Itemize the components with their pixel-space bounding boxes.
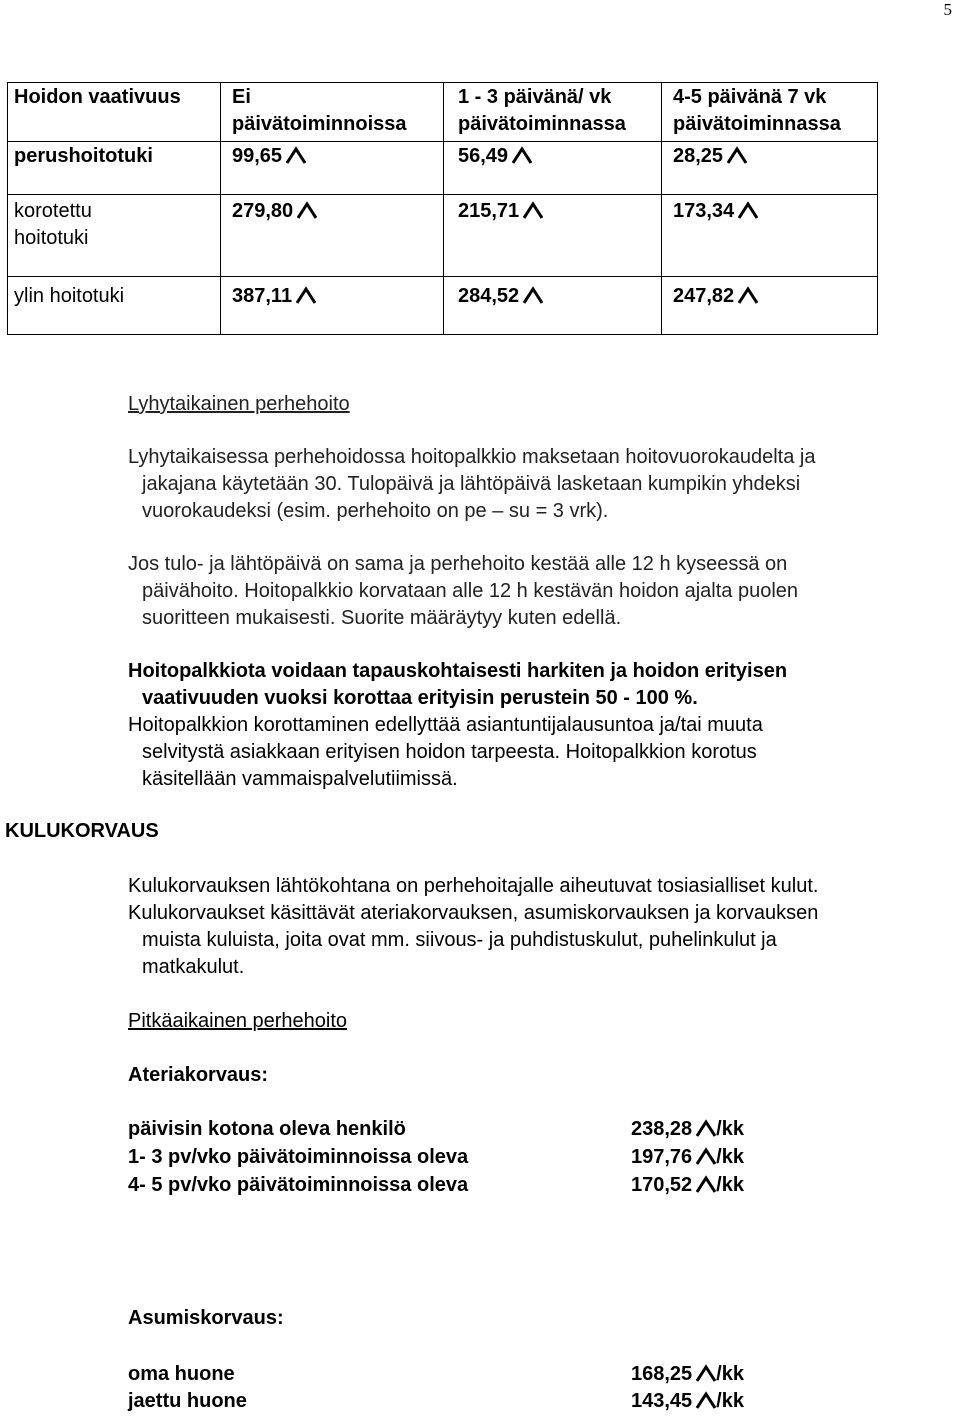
euro-icon [738, 200, 758, 220]
paragraph-kulukorvaus: Kulukorvauksen lähtökohtana on perhehoitajalle aiheutuvat tosiasialliset kulut. Kulukorvaukset käsittävät ateriakorvauksen, asumiskorvauksen ja korvauksen muista kuluista, joita ovat mm. siivous- ja puhdistuskulut, puhelinkulut ja matkakulut. [128, 875, 819, 978]
table-divider [7, 276, 878, 277]
table-cell: 56,49 [458, 143, 532, 170]
ateria-row: 1- 3 pv/vko päivätoiminnoissa oleva 197,76 /kk [128, 1146, 744, 1168]
table-cell: 215,71 [458, 198, 543, 225]
side-title-kulukorvaus: KULUKORVAUS [5, 820, 159, 842]
euro-icon [296, 285, 316, 305]
row-label-ylin-hoitotuki: ylin hoitotuki [14, 285, 125, 307]
asumis-row: jaettu huone 143,45 /kk [128, 1390, 744, 1412]
euro-icon [696, 1118, 716, 1138]
section-heading-pitkaaikainen: Pitkäaikainen perhehoito [128, 1010, 348, 1032]
table-cell: 247,82 [673, 283, 758, 310]
page-number: 5 [943, 0, 952, 19]
table-cell: 284,52 [458, 283, 543, 310]
euro-icon [523, 285, 543, 305]
table-cell: 99,65 [232, 143, 306, 170]
table-cell: 279,80 [232, 198, 317, 225]
euro-icon [297, 200, 317, 220]
heading-ateriakorvaus: Ateriakorvaus: [128, 1064, 269, 1086]
euro-icon [696, 1174, 716, 1194]
euro-icon [727, 145, 747, 165]
asumis-row: oma huone 168,25 /kk [128, 1363, 744, 1385]
table-cell: 28,25 [673, 143, 747, 170]
header-col2: 1 - 3 päivänä/ vk päivätoiminnassa [458, 86, 626, 135]
heading-asumiskorvaus: Asumiskorvaus: [128, 1307, 284, 1329]
table-divider [443, 82, 444, 335]
table-divider [661, 82, 662, 335]
table-divider [220, 82, 221, 335]
header-col3: 4-5 päivänä 7 vk päivätoiminnassa [673, 86, 841, 135]
paragraph-lyhytaikainen-1: Lyhytaikaisessa perhehoidossa hoitopalkkio maksetaan hoitovuorokaudelta ja jakajana käytetään 30. Tulopäivä ja lähtöpäivä lasketaan kumpikin yhdeksi vuorokaudeksi (esim. perhehoito on pe – su = 3 vrk). [128, 446, 816, 522]
euro-icon [512, 145, 532, 165]
ateria-row: 4- 5 pv/vko päivätoiminnoissa oleva 170,52 /kk [128, 1174, 744, 1196]
euro-icon [738, 285, 758, 305]
header-hoidon-vaativuus: Hoidon vaativuus [14, 86, 181, 108]
paragraph-lyhytaikainen-2: Jos tulo- ja lähtöpäivä on sama ja perhehoito kestää alle 12 h kyseessä on päivähoito. Hoitopalkkio korvataan alle 12 h kestävän hoidon ajalta puolen suoritteen mukaisesti. Suorite määräytyy kuten edellä. [128, 553, 799, 629]
euro-icon [523, 200, 543, 220]
row-label-korotettu-hoitotuki: korotettu hoitotuki [14, 200, 92, 249]
euro-icon [696, 1363, 716, 1383]
euro-icon [696, 1146, 716, 1166]
paragraph-lyhytaikainen-3: Hoitopalkkiota voidaan tapauskohtaisesti harkiten ja hoidon erityisen vaativuuden vuoksi korottaa erityisin perustein 50 - 100 %. Hoitopalkkion korottaminen edellyttää asiantuntijalausuntoa ja/tai muuta selvitystä asiakkaan erityisen hoidon tarpeesta. Hoitopalkkion korotus käsitellään vammaispalvelutiimissä. [128, 660, 788, 790]
table-divider [7, 194, 878, 195]
row-label-perushoitotuki: perushoitotuki [14, 145, 153, 167]
euro-icon [286, 145, 306, 165]
table-cell: 173,34 [673, 198, 758, 225]
table-divider [7, 141, 878, 142]
euro-icon [696, 1390, 716, 1410]
section-heading-lyhytaikainen: Lyhytaikainen perhehoito [128, 393, 350, 415]
ateria-row: päivisin kotona oleva henkilö 238,28 /kk [128, 1118, 744, 1140]
table-cell: 387,11 [232, 283, 316, 310]
header-col1: Ei päivätoiminnoissa [232, 86, 407, 135]
